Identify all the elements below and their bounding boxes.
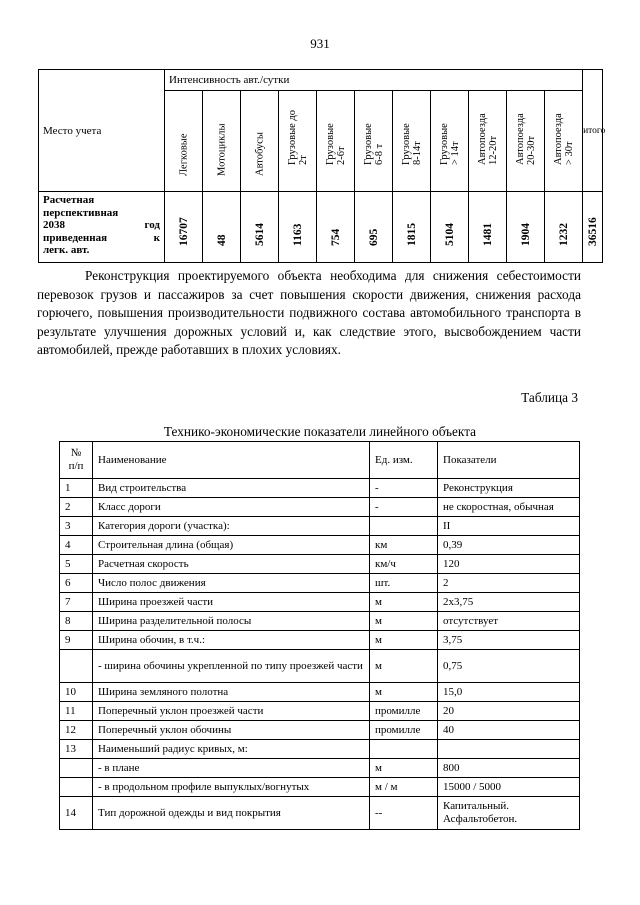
row-value: Капитальный. Асфальтобетон. xyxy=(438,797,580,830)
row-name: Класс дороги xyxy=(93,498,370,517)
row-unit: м xyxy=(370,593,438,612)
row-value: отсутствует xyxy=(438,612,580,631)
vehicle-type-header: Автопоезда > 30т xyxy=(545,91,583,192)
row-name: Наименьший радиус кривых, м: xyxy=(93,740,370,759)
row-unit: м xyxy=(370,650,438,683)
intensity-value: 754 xyxy=(317,192,355,263)
row-unit: м xyxy=(370,612,438,631)
table-row xyxy=(60,759,580,778)
row-value: II xyxy=(438,517,580,536)
total-header: итого xyxy=(583,70,603,192)
row-unit: м / м xyxy=(370,778,438,797)
row-name: Строительная длина (общая) xyxy=(93,536,370,555)
row-name: Категория дороги (участка): xyxy=(93,517,370,536)
row-name: - в плане xyxy=(93,759,370,778)
row-number: 13 xyxy=(60,740,93,759)
intensity-value: 1232 xyxy=(545,192,583,263)
table-row xyxy=(60,721,580,740)
vehicle-type-header: Грузовые 2-6т xyxy=(317,91,355,192)
row-unit: км/ч xyxy=(370,555,438,574)
table-row xyxy=(60,498,580,517)
row-name: Ширина обочин, в т.ч.: xyxy=(93,631,370,650)
row-unit: шт. xyxy=(370,574,438,593)
technical-indicators-table xyxy=(59,441,580,830)
row-value: 40 xyxy=(438,721,580,740)
traffic-intensity-table xyxy=(38,69,606,263)
column-header: № п/п xyxy=(60,442,93,479)
row-number: 4 xyxy=(60,536,93,555)
column-header: Наименование xyxy=(93,442,370,479)
intensity-value: 16707 xyxy=(165,192,203,263)
intensity-value: 1163 xyxy=(279,192,317,263)
intensity-header: Интенсивность авт./сутки xyxy=(165,70,583,91)
row-number: 12 xyxy=(60,721,93,740)
table-row xyxy=(60,631,580,650)
place-header: Место учета xyxy=(39,70,165,192)
row-name: Расчетная скорость xyxy=(93,555,370,574)
row-value: 2х3,75 xyxy=(438,593,580,612)
row-value: 0,39 xyxy=(438,536,580,555)
column-header: Показатели xyxy=(438,442,580,479)
row-name: Вид строительства xyxy=(93,479,370,498)
row-unit: -- xyxy=(370,797,438,830)
row-number xyxy=(60,759,93,778)
row-number: 2 xyxy=(60,498,93,517)
table-title: Технико-экономические показатели линейного объекта xyxy=(163,424,477,439)
table-row xyxy=(60,574,580,593)
body-paragraph: Реконструкция проектируемого объекта необходима для снижения себестоимости перевозок грузов и пассажиров за счет повышения скорости движения, снижения расхода горючего, повышения производительности подвижного состава автомобильного транспорта в результате улучшения дорожных условий и, как следствие этого, высвобождением части автомобилей, прежде работавших в плохих условиях. xyxy=(37,268,581,357)
row-value: Реконструкция xyxy=(438,479,580,498)
row-unit: - xyxy=(370,479,438,498)
row-unit: км xyxy=(370,536,438,555)
row-value: 2 xyxy=(438,574,580,593)
table-number: Таблица 3 xyxy=(521,390,578,405)
table-row xyxy=(60,555,580,574)
row-name: Ширина земляного полотна xyxy=(93,683,370,702)
row-unit: промилле xyxy=(370,721,438,740)
table-header-row xyxy=(60,442,580,479)
row-name: Число полос движения xyxy=(93,574,370,593)
table-row xyxy=(60,479,580,498)
row-value: 15,0 xyxy=(438,683,580,702)
intensity-value: 5104 xyxy=(431,192,469,263)
row-value: 800 xyxy=(438,759,580,778)
table-row xyxy=(60,778,580,797)
row-value: 20 xyxy=(438,702,580,721)
intensity-value: 1904 xyxy=(507,192,545,263)
row-value: 120 xyxy=(438,555,580,574)
intensity-value: 5614 xyxy=(241,192,279,263)
row-number: 8 xyxy=(60,612,93,631)
row-name: - ширина обочины укрепленной по типу проезжей части xyxy=(93,650,370,683)
row-number: 9 xyxy=(60,631,93,650)
row-number: 7 xyxy=(60,593,93,612)
vehicle-type-header: Грузовые 8-14т xyxy=(393,91,431,192)
row-unit: м xyxy=(370,683,438,702)
table-row xyxy=(60,650,580,683)
row-value: 3,75 xyxy=(438,631,580,650)
row-number: 11 xyxy=(60,702,93,721)
row-value: 15000 / 5000 xyxy=(438,778,580,797)
row-number: 3 xyxy=(60,517,93,536)
row-number: 10 xyxy=(60,683,93,702)
vehicle-type-header: Автопоезда 20-30т xyxy=(507,91,545,192)
table-row xyxy=(60,517,580,536)
row-unit xyxy=(370,517,438,536)
vehicle-type-header: Мотоциклы xyxy=(203,91,241,192)
page-number: 931 xyxy=(310,36,330,51)
row-value: не скоростная, обычная xyxy=(438,498,580,517)
row-name: Поперечный уклон проезжей части xyxy=(93,702,370,721)
table-row xyxy=(60,536,580,555)
vehicle-type-header: Грузовые > 14т xyxy=(431,91,469,192)
row-number: 1 xyxy=(60,479,93,498)
column-header: Ед. изм. xyxy=(370,442,438,479)
row-name: - в продольном профиле выпуклых/вогнутых xyxy=(93,778,370,797)
row-value xyxy=(438,740,580,759)
vehicle-type-header: Грузовые 6-8 т xyxy=(355,91,393,192)
intensity-value: 695 xyxy=(355,192,393,263)
row-unit: - xyxy=(370,498,438,517)
row-number xyxy=(60,650,93,683)
intensity-value: 48 xyxy=(203,192,241,263)
row-label: Расчетная перспективная 2038 год приведенная к легк. авт. xyxy=(39,192,165,263)
row-number: 6 xyxy=(60,574,93,593)
row-number: 5 xyxy=(60,555,93,574)
row-value: 0,75 xyxy=(438,650,580,683)
intensity-value: 1481 xyxy=(469,192,507,263)
table-row xyxy=(60,702,580,721)
table-row xyxy=(60,797,580,830)
intensity-value: 1815 xyxy=(393,192,431,263)
table-row xyxy=(60,683,580,702)
vehicle-type-header: Автобусы xyxy=(241,91,279,192)
row-unit xyxy=(370,740,438,759)
table-row xyxy=(60,593,580,612)
vehicle-type-header: Грузовые до 2т xyxy=(279,91,317,192)
total-value: 36516 xyxy=(583,192,603,263)
table-row xyxy=(60,612,580,631)
row-number xyxy=(60,778,93,797)
vehicle-type-header: Автопоезда 12-20т xyxy=(469,91,507,192)
row-unit: м xyxy=(370,759,438,778)
row-name: Ширина проезжей части xyxy=(93,593,370,612)
row-number: 14 xyxy=(60,797,93,830)
table-row xyxy=(60,740,580,759)
row-unit: промилле xyxy=(370,702,438,721)
row-name: Ширина разделительной полосы xyxy=(93,612,370,631)
row-name: Поперечный уклон обочины xyxy=(93,721,370,740)
row-unit: м xyxy=(370,631,438,650)
row-name: Тип дорожной одежды и вид покрытия xyxy=(93,797,370,830)
vehicle-type-header: Легковые xyxy=(165,91,203,192)
